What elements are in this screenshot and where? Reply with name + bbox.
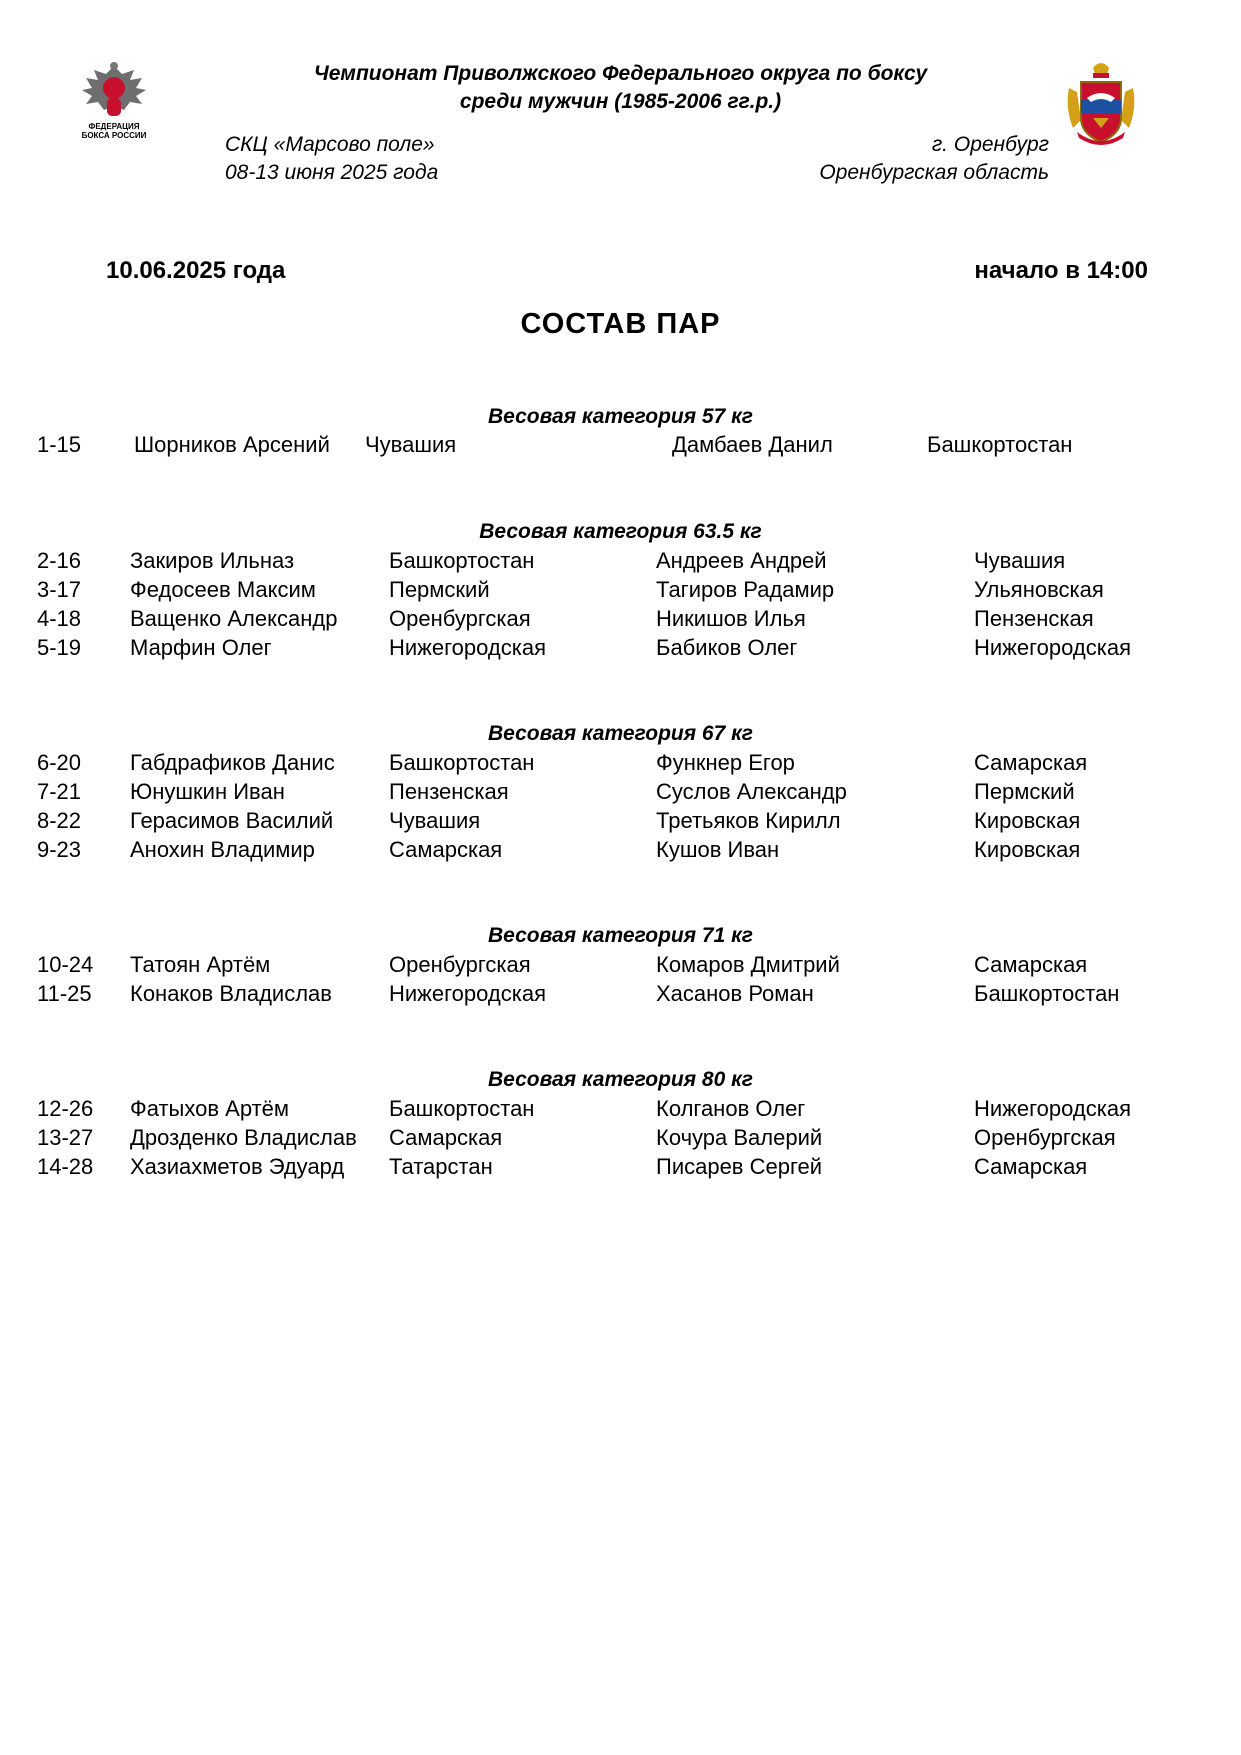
red-corner-name: Анохин Владимир	[130, 837, 315, 862]
blue-corner-region: Нижегородская	[974, 1096, 1131, 1121]
blue-corner-region: Самарская	[974, 1154, 1088, 1179]
weight-category-heading: Весовая категория 80 кг	[488, 1068, 753, 1091]
red-corner-name: Федосеев Максим	[130, 577, 316, 602]
blue-corner-region: Нижегородская	[974, 635, 1131, 660]
boxing-federation-logo-text: ФЕДЕРАЦИЯ БОКСА РОССИИ	[81, 122, 147, 140]
red-corner-name: Конаков Владислав	[130, 981, 332, 1006]
bout-number: 11-25	[37, 981, 92, 1006]
bout-number: 14-28	[37, 1154, 94, 1179]
red-corner-region: Оренбургская	[389, 952, 531, 977]
blue-corner-region: Кировская	[974, 837, 1081, 862]
blue-corner-name: Тагиров Радамир	[656, 577, 835, 602]
blue-corner-name: Никишов Илья	[656, 606, 806, 631]
bout-number: 1-15	[37, 432, 82, 457]
city: г. Оренбург	[931, 133, 1049, 156]
bout-row	[0, 750, 1241, 779]
red-corner-region: Башкортостан	[389, 1096, 535, 1121]
bout-number: 8-22	[37, 808, 82, 833]
blue-corner-name: Бабиков Олег	[656, 635, 798, 660]
blue-corner-region: Кировская	[974, 808, 1081, 833]
blue-corner-name: Андреев Андрей	[656, 548, 827, 573]
weight-category-heading: Весовая категория 63.5 кг	[479, 520, 762, 543]
red-corner-name: Герасимов Василий	[130, 808, 334, 833]
blue-corner-name: Третьяков Кирилл	[656, 808, 841, 833]
red-corner-region: Пермский	[389, 577, 490, 602]
red-corner-region: Чувашия	[365, 432, 457, 457]
competition-day-date: 10.06.2025 года	[106, 257, 286, 284]
championship-title-line-2: среди мужчин (1985-2006 гг.р.)	[459, 90, 782, 113]
championship-title-line-1: Чемпионат Приволжского Федерального округа по боксу	[313, 62, 928, 85]
blue-corner-name: Кочура Валерий	[656, 1125, 823, 1150]
red-corner-region: Самарская	[389, 837, 503, 862]
bout-row	[0, 981, 1241, 1010]
blue-corner-region: Оренбургская	[974, 1125, 1116, 1150]
blue-corner-region: Чувашия	[974, 548, 1066, 573]
bout-row	[0, 1125, 1241, 1154]
red-corner-name: Дрозденко Владислав	[130, 1125, 357, 1150]
bout-number: 7-21	[37, 779, 82, 804]
blue-corner-name: Суслов Александр	[656, 779, 847, 804]
bout-number: 9-23	[37, 837, 82, 862]
blue-corner-name: Комаров Дмитрий	[656, 952, 840, 977]
bout-number: 12-26	[37, 1096, 94, 1121]
page-title: СОСТАВ ПАР	[520, 308, 721, 340]
red-corner-name: Марфин Олег	[130, 635, 272, 660]
bout-number: 13-27	[37, 1125, 94, 1150]
region: Оренбургская область	[819, 161, 1049, 184]
red-corner-region: Башкортостан	[389, 548, 535, 573]
bout-row	[0, 952, 1241, 981]
red-corner-name: Хазиахметов Эдуард	[130, 1154, 345, 1179]
blue-corner-region: Пермский	[974, 779, 1075, 804]
blue-corner-region: Пензенская	[974, 606, 1094, 631]
blue-corner-name: Функнер Егор	[656, 750, 795, 775]
red-corner-name: Закиров Ильназ	[130, 548, 295, 573]
event-dates: 08-13 июня 2025 года	[225, 161, 439, 184]
blue-corner-region: Башкортостан	[927, 432, 1073, 457]
bout-row	[0, 1154, 1241, 1183]
bout-number: 10-24	[37, 952, 94, 977]
red-corner-name: Татоян Артём	[130, 952, 271, 977]
bout-row	[0, 432, 1241, 461]
blue-corner-name: Колганов Олег	[656, 1096, 806, 1121]
blue-corner-name: Кушов Иван	[656, 837, 780, 862]
weight-category-heading: Весовая категория 71 кг	[488, 924, 753, 947]
red-corner-region: Оренбургская	[389, 606, 531, 631]
red-corner-region: Чувашия	[389, 808, 481, 833]
bout-number: 4-18	[37, 606, 82, 631]
bout-row	[0, 606, 1241, 635]
blue-corner-name: Писарев Сергей	[656, 1154, 823, 1179]
bout-number: 2-16	[37, 548, 82, 573]
bout-row	[0, 635, 1241, 664]
start-time: начало в 14:00	[974, 257, 1148, 284]
bout-number: 5-19	[37, 635, 82, 660]
red-corner-name: Габдрафиков Данис	[130, 750, 335, 775]
bout-row	[0, 548, 1241, 577]
red-corner-name: Фатыхов Артём	[130, 1096, 290, 1121]
blue-corner-region: Самарская	[974, 750, 1088, 775]
bout-row	[0, 837, 1241, 866]
red-corner-region: Башкортостан	[389, 750, 535, 775]
blue-corner-region: Самарская	[974, 952, 1088, 977]
bout-row	[0, 577, 1241, 606]
weight-category-heading: Весовая категория 67 кг	[488, 722, 753, 745]
blue-corner-name: Дамбаев Данил	[672, 432, 833, 457]
blue-corner-region: Ульяновская	[974, 577, 1104, 602]
red-corner-name: Ващенко Александр	[130, 606, 338, 631]
red-corner-region: Самарская	[389, 1125, 503, 1150]
bout-number: 6-20	[37, 750, 82, 775]
red-corner-region: Нижегородская	[389, 981, 546, 1006]
venue: СКЦ «Марсово поле»	[225, 133, 435, 156]
red-corner-region: Нижегородская	[389, 635, 546, 660]
bout-row	[0, 1096, 1241, 1125]
red-corner-name: Юнушкин Иван	[130, 779, 285, 804]
weight-category-heading: Весовая категория 57 кг	[488, 405, 753, 428]
red-corner-name: Шорников Арсений	[134, 432, 330, 457]
red-corner-region: Татарстан	[389, 1154, 493, 1179]
bout-row	[0, 808, 1241, 837]
blue-corner-name: Хасанов Роман	[656, 981, 814, 1006]
bout-row	[0, 779, 1241, 808]
bout-number: 3-17	[37, 577, 82, 602]
blue-corner-region: Башкортостан	[974, 981, 1120, 1006]
red-corner-region: Пензенская	[389, 779, 509, 804]
